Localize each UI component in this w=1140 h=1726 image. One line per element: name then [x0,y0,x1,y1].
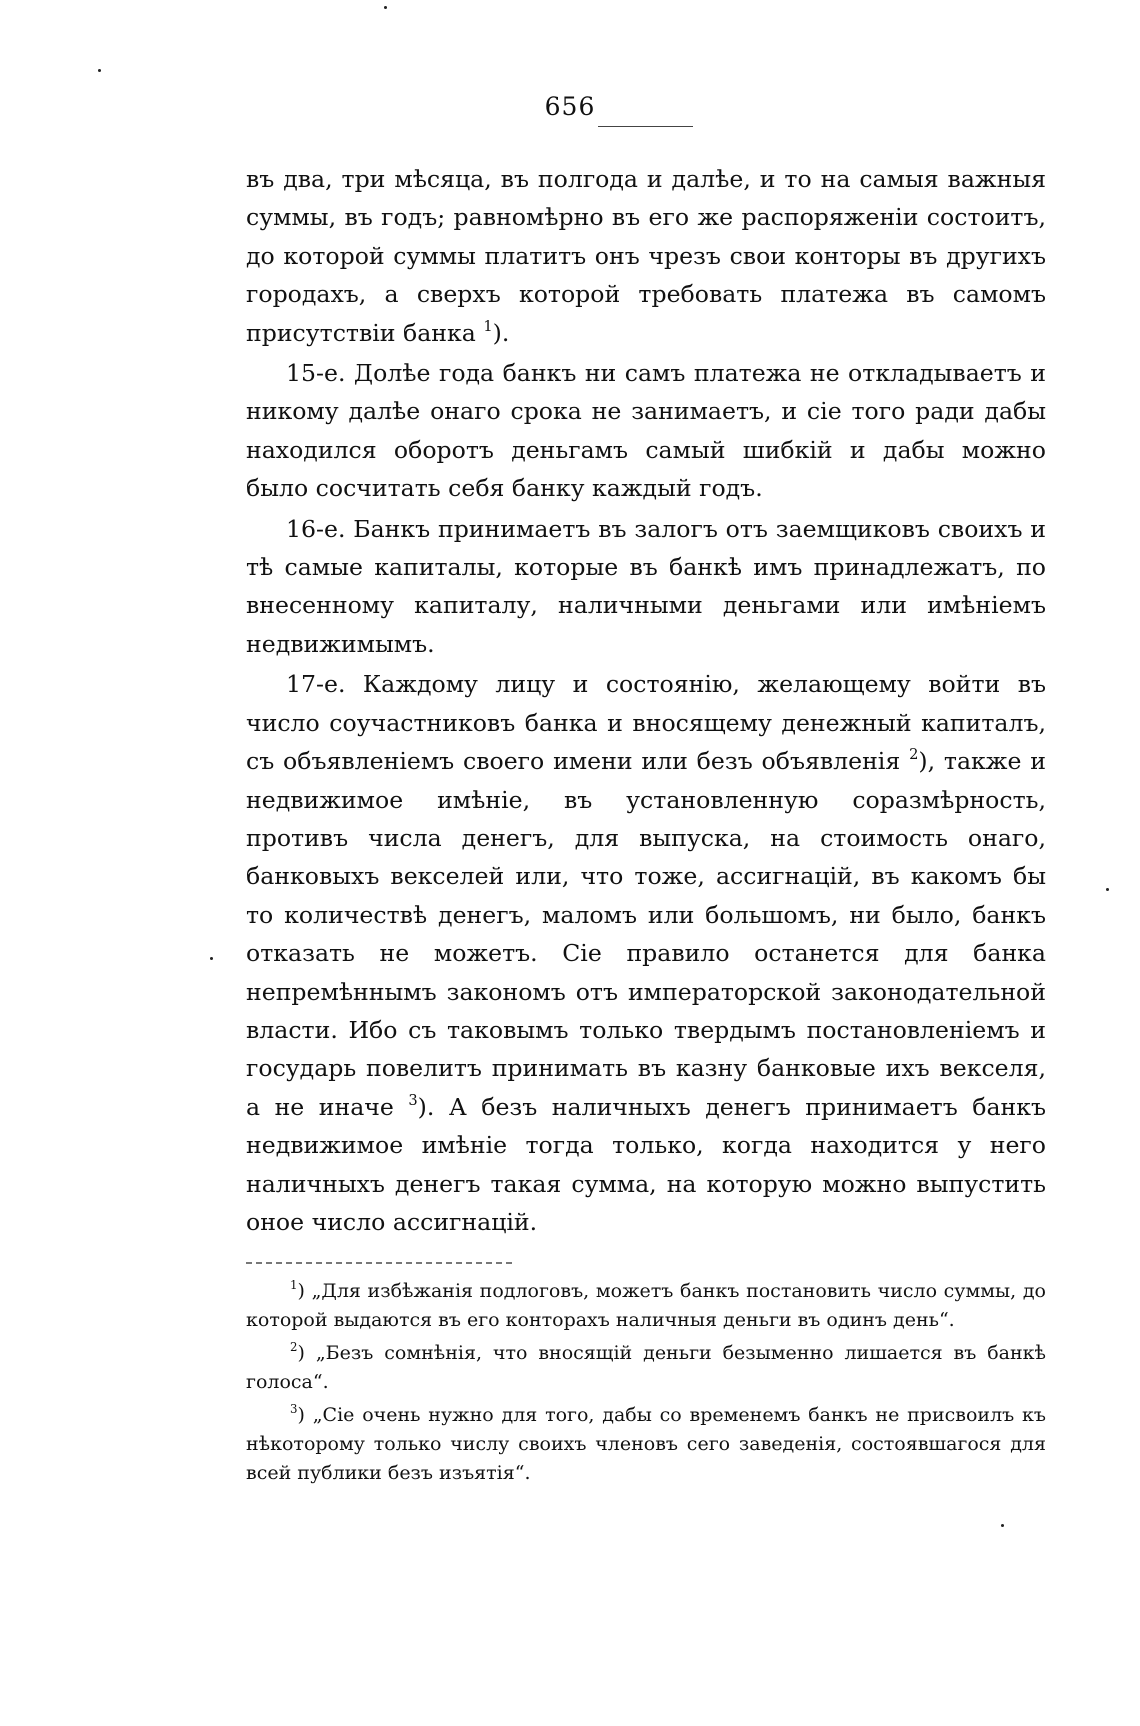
footnote-mark: 1 [290,1277,298,1292]
paragraph-text-tail: ). [492,318,510,347]
scan-speck-3 [210,957,213,960]
footnote-text: ) „Сіе очень нужно для того, дабы со временемъ банкъ не присвоилъ къ нѣкоторому только числу своихъ членовъ сего заведенія, состоявшагося для всей публики безъ изъятія“. [246,1404,1046,1484]
paragraph-15: 15-е. Долѣе года банкъ ни самъ платежа не откладываетъ и никому далѣе онаго срока не занимаетъ, и сіе того ради дабы находился оборотъ деньгамъ самый шибкій и дабы можно было сосчитать себя банку каждый годъ. [246,359,1046,503]
footnote-1 [246,1277,1046,1335]
paragraph-16: 16-е. Банкъ принимаетъ въ залогъ отъ заемщиковъ своихъ и тѣ самые капиталы, которые въ банкѣ имъ принадлежатъ, по внесенному капиталу, наличными деньгами или имѣніемъ недвижимымъ. [246,514,1046,658]
paragraph-17 [246,665,1046,1241]
footnote-mark: 2 [290,1339,298,1354]
paragraph-text: 17-е. Каждому лицу и состоянію, желающему войти въ число соучастниковъ банка и вносящему денежный капиталъ, съ объявленіемъ своего имени или безъ объявленія [246,670,1046,776]
footnote-2 [246,1339,1046,1397]
footnote-separator [246,1262,512,1264]
scan-speck-5 [1001,1524,1004,1527]
paragraph-text: ), также и недвижимое имѣніе, въ установленную соразмѣрность, противъ числа денегъ, для выпуска, на стоимость онаго, банковыхъ векселей или, что тоже, ассигнацій, въ какомъ бы то количествѣ денегъ, маломъ или большомъ, ни было, банкъ отказать не можетъ. Сіе правило останется для банка непремѣннымъ закономъ отъ императорской законодательной власти. Ибо съ таковымъ только твердымъ постановленіемъ и государь повелитъ принимать въ казну банковые ихъ векселя, а не иначе [246,747,1046,1121]
main-text [246,160,1046,1241]
scan-speck-2 [98,69,101,72]
footnote-ref: 3 [408,1091,418,1109]
paragraph-text: въ два, три мѣсяца, въ полгода и далѣе, и то на самыя важныя суммы, въ годъ; равномѣрно въ его же распоряженіи состоитъ, до которой суммы платитъ онъ чрезъ свои конторы въ другихъ городахъ, а сверхъ которой требовать платежа въ самомъ присутствіи банка [246,165,1046,347]
paragraph-text: ). А безъ наличныхъ денегъ принимаетъ банкъ недвижимое имѣніе тогда только, когда находится у него наличныхъ денегъ такая сумма, на которую можно выпустить оное число ассигнацій. [246,1092,1046,1236]
footnote-text: ) „Безъ сомнѣнія, что вносящій деньги безыменно лишается въ банкѣ голоса“. [246,1342,1046,1393]
footnote-3 [246,1401,1046,1488]
footnote-text: ) „Для избѣжанія подлоговъ, можетъ банкъ постановить число суммы, до которой выдаются въ его конторахъ наличныя деньги въ одинъ день“. [246,1280,1046,1331]
footnotes [246,1277,1046,1492]
scan-speck-1 [384,6,387,9]
footnote-ref: 1 [483,317,493,335]
scan-speck-4 [1106,888,1109,891]
page-number: 656 [544,92,596,121]
footnote-ref: 2 [909,745,919,763]
page-number-rule [598,126,693,127]
footnote-mark: 3 [290,1401,298,1416]
paragraph-continuation [246,160,1046,352]
